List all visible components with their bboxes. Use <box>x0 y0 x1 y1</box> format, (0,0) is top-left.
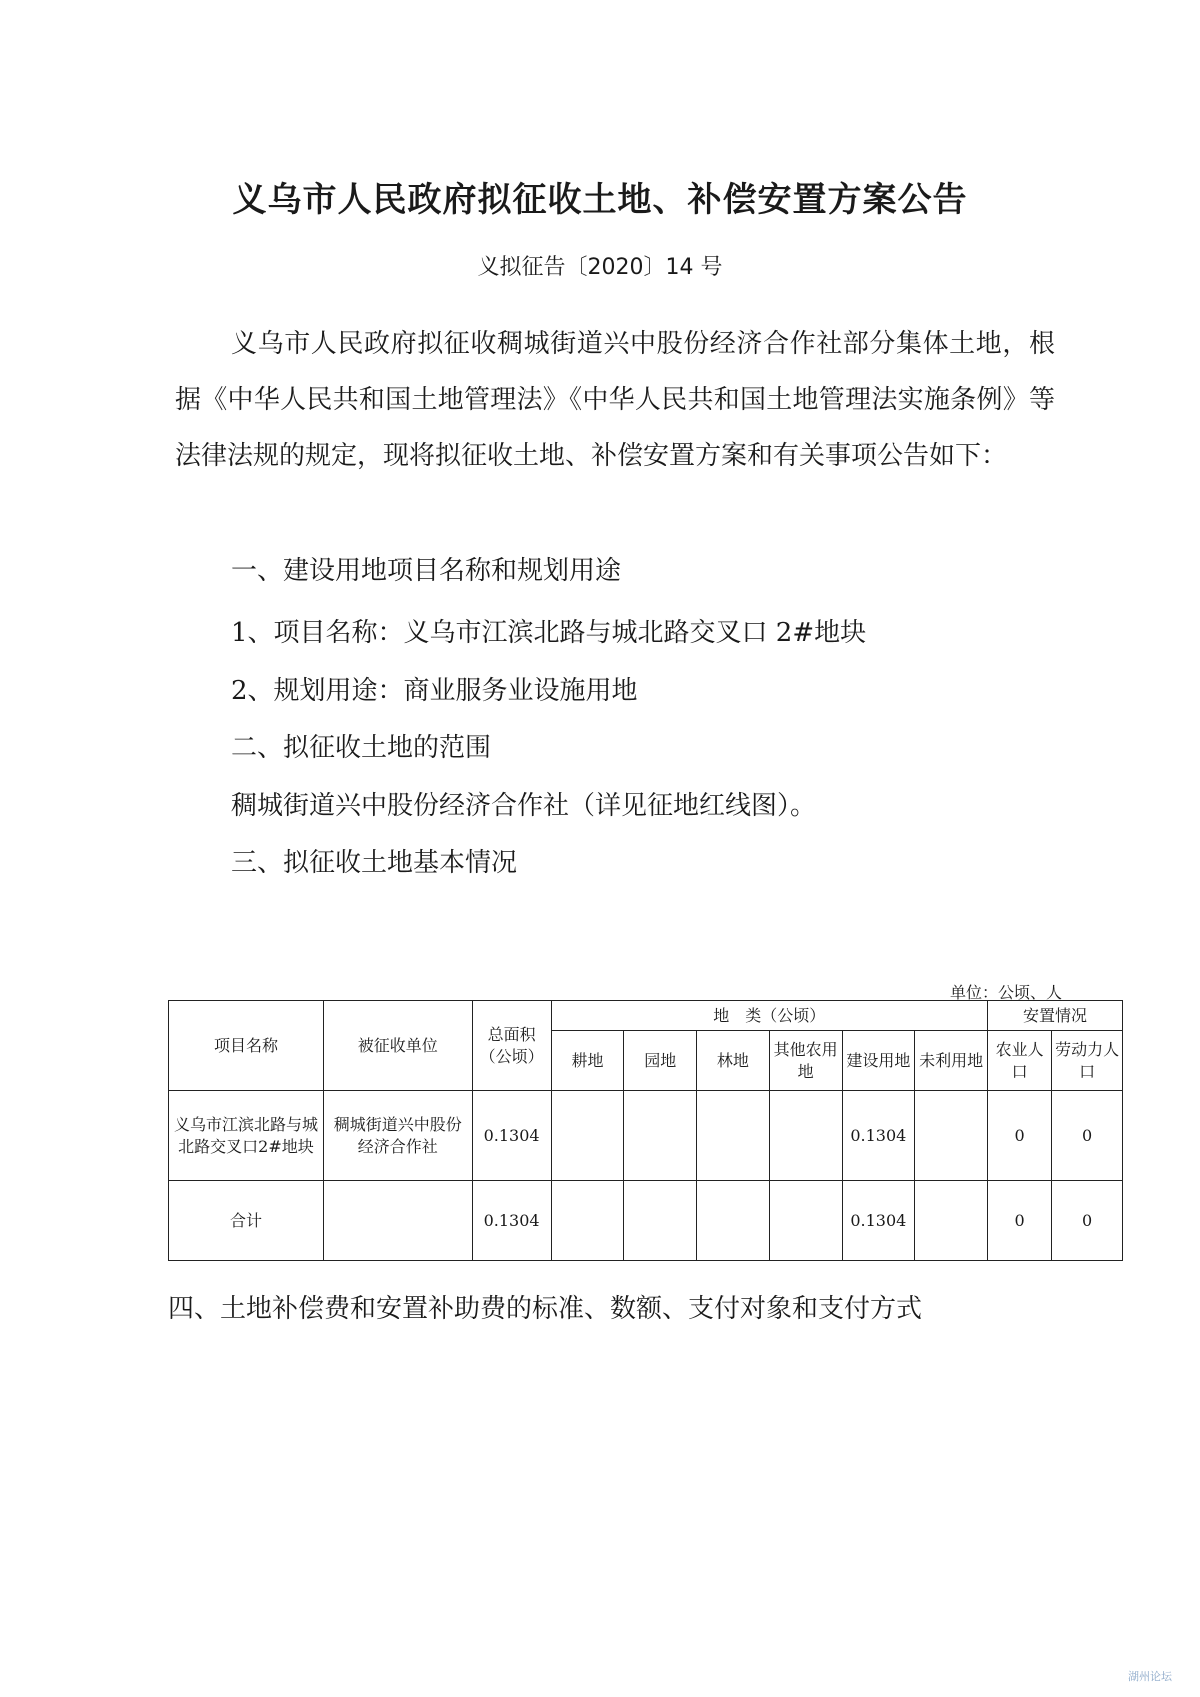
cell-unused <box>915 1091 988 1181</box>
header-project-name: 项目名称 <box>169 1001 324 1091</box>
header-unit-name: 被征收单位 <box>323 1001 472 1091</box>
cell-cultivated <box>551 1091 624 1181</box>
header-garden: 园地 <box>624 1031 697 1091</box>
cell-other-agri <box>769 1091 842 1181</box>
project-name-line: 1、项目名称：义乌市江滨北路与城北路交叉口 2#地块 <box>231 618 867 648</box>
header-resettlement: 安置情况 <box>987 1001 1122 1031</box>
header-agri-pop: 农业人口 <box>987 1031 1051 1091</box>
document-title: 义乌市人民政府拟征收土地、补偿安置方案公告 <box>232 180 968 220</box>
total-garden <box>624 1181 697 1261</box>
cell-garden <box>624 1091 697 1181</box>
total-area: 0.1304 <box>472 1181 551 1261</box>
header-total-area: 总面积（公顷） <box>472 1001 551 1091</box>
planned-use-line: 2、规划用途：商业服务业设施用地 <box>231 676 638 706</box>
total-agri-pop: 0 <box>987 1181 1051 1261</box>
table-row <box>169 1091 1123 1181</box>
section3-heading: 三、拟征收土地基本情况 <box>231 848 518 878</box>
header-other-agri: 其他农用地 <box>769 1031 842 1091</box>
table-total-row <box>169 1181 1123 1261</box>
header-cultivated: 耕地 <box>551 1031 624 1091</box>
cell-project-name: 义乌市江滨北路与城北路交叉口2#地块 <box>169 1091 324 1181</box>
forum-watermark: 湖州论坛 <box>1128 1670 1172 1683</box>
cell-agri-pop: 0 <box>987 1091 1051 1181</box>
cell-construction: 0.1304 <box>842 1091 915 1181</box>
header-forest: 林地 <box>697 1031 770 1091</box>
header-land-type: 地 类（公顷） <box>551 1001 987 1031</box>
section1-heading: 一、建设用地项目名称和规划用途 <box>231 556 622 586</box>
header-unused: 未利用地 <box>915 1031 988 1091</box>
cell-labor-pop: 0 <box>1052 1091 1123 1181</box>
land-situation-table <box>168 1000 1123 1261</box>
total-unused <box>915 1181 988 1261</box>
section4-heading: 四、土地补偿费和安置补助费的标准、数额、支付对象和支付方式 <box>168 1294 923 1324</box>
land-scope-text: 稠城街道兴中股份经济合作社（详见征地红线图）。 <box>231 791 817 821</box>
total-construction: 0.1304 <box>842 1181 915 1261</box>
section2-heading: 二、拟征收土地的范围 <box>231 733 492 763</box>
total-forest <box>697 1181 770 1261</box>
header-labor-pop: 劳动力人口 <box>1052 1031 1123 1091</box>
document-number: 义拟征告〔2020〕14 号 <box>477 255 723 280</box>
cell-total-area: 0.1304 <box>472 1091 551 1181</box>
table-unit-label: 单位：公顷、人 <box>950 983 1063 1002</box>
total-other-agri <box>769 1181 842 1261</box>
header-construction: 建设用地 <box>842 1031 915 1091</box>
total-cultivated <box>551 1181 624 1261</box>
cell-unit-name: 稠城街道兴中股份经济合作社 <box>323 1091 472 1181</box>
intro-paragraph: 义乌市人民政府拟征收稠城街道兴中股份经济合作社部分集体土地，根据《中华人民共和国土地管理法》《中华人民共和国土地管理法实施条例》等法律法规的规定，现将拟征收土地、补偿安置方案和有关事项公告如下： <box>175 329 1055 471</box>
total-unit-name <box>323 1181 472 1261</box>
total-labor-pop: 0 <box>1052 1181 1123 1261</box>
cell-forest <box>697 1091 770 1181</box>
total-label: 合计 <box>169 1181 324 1261</box>
